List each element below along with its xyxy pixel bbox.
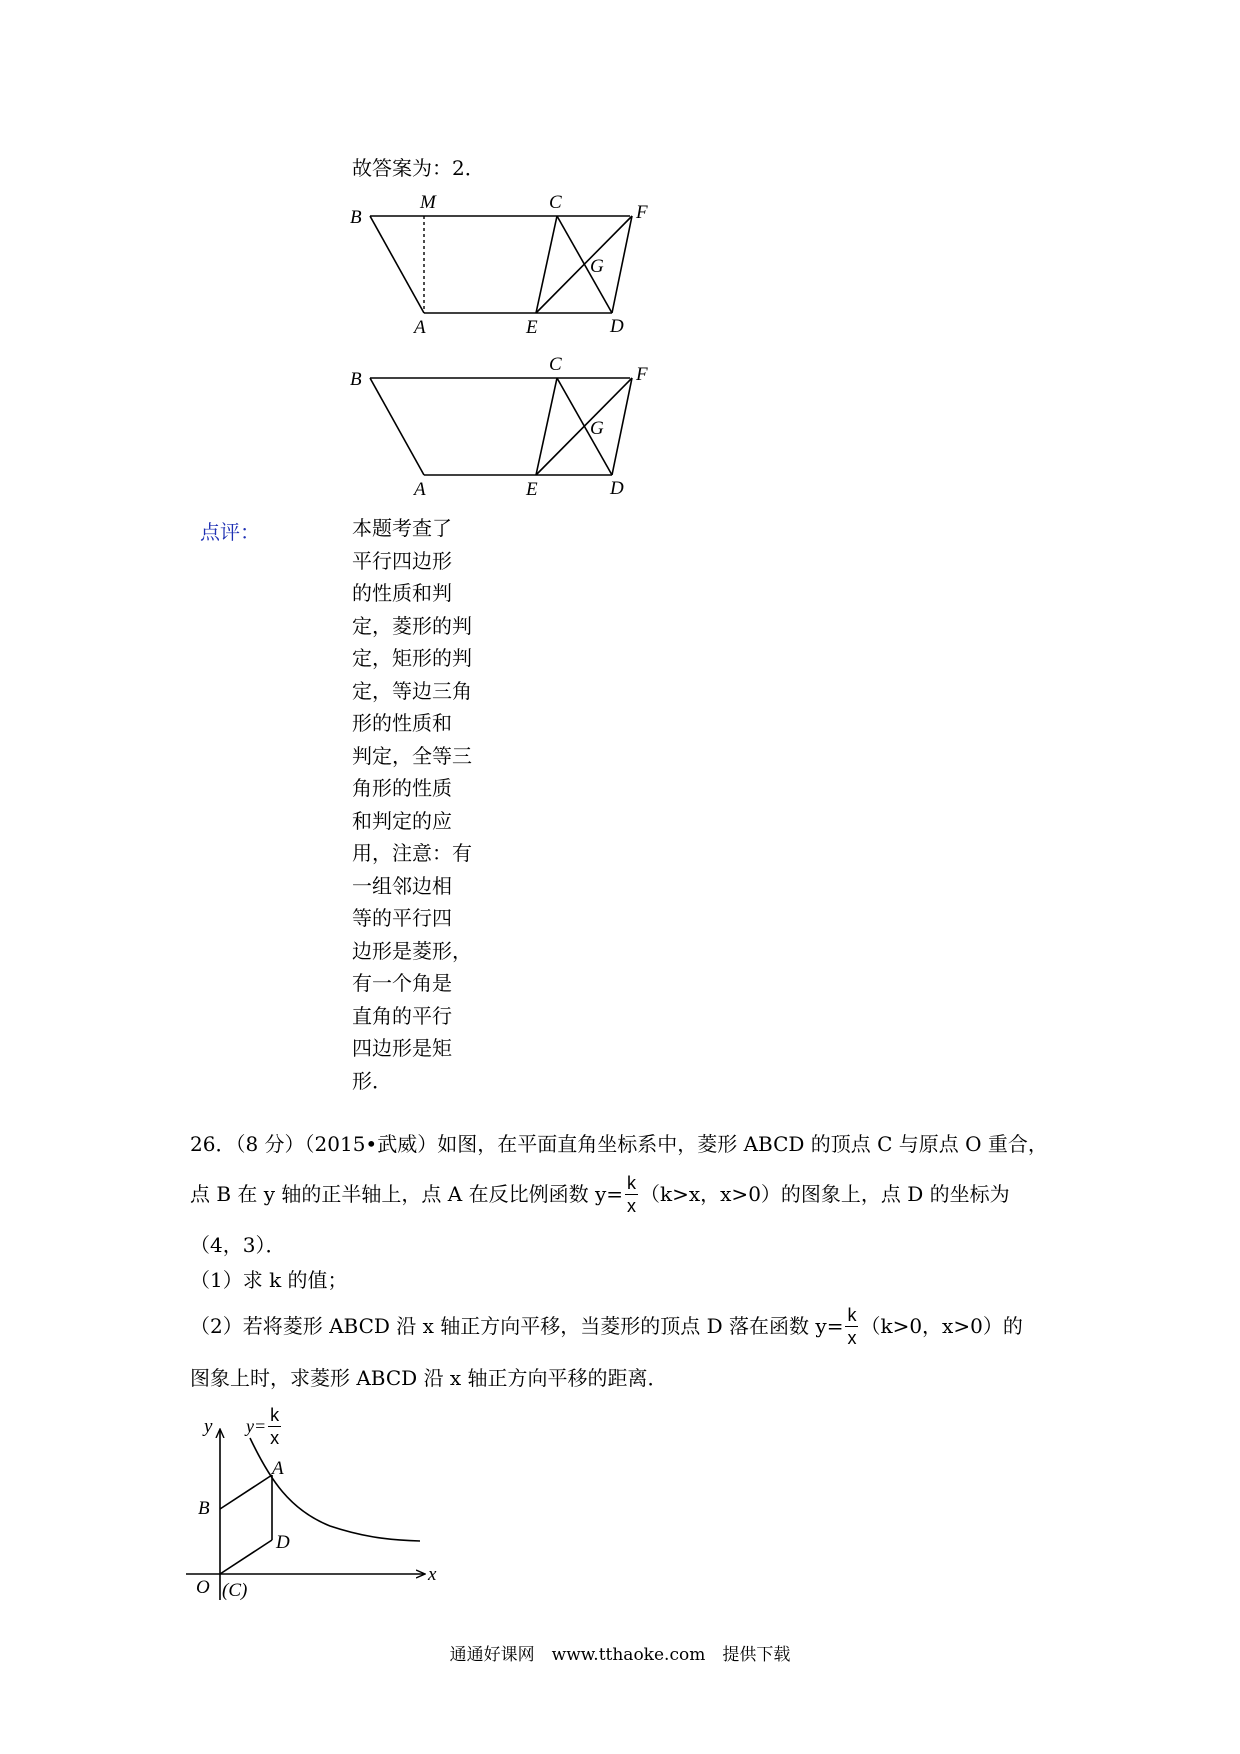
fig3-function-y: y= (246, 1415, 267, 1436)
comment-line: 一组邻边相 (352, 873, 452, 898)
fig1-label-M: M (420, 192, 436, 213)
problem-line-3: （4，3）． (190, 1233, 286, 1257)
problem-line-1: 26．（8 分）（2015•武威）如图，在平面直角坐标系中，菱形 ABCD 的顶点 C 与原点 O 重合， (190, 1132, 1048, 1156)
fig1-label-D: D (610, 316, 624, 337)
fig3-fraction-numerator: k (270, 1404, 280, 1425)
fig3-label-y: y (204, 1416, 213, 1437)
comment-line: 四边形是矩 (352, 1036, 452, 1060)
comment-label: 点评： (200, 520, 260, 544)
question-2-post: （k>0，x>0）的 (860, 1314, 1023, 1338)
fraction-k-over-x (845, 1306, 858, 1347)
fig1-label-F: F (636, 202, 648, 223)
comment-line: 用，注意：有 (352, 841, 472, 865)
fig2-label-F: F (636, 364, 648, 385)
comment-line: 和判定的应 (352, 808, 452, 833)
problem-line-2 (190, 1166, 1010, 1222)
fig2-label-E: E (526, 479, 538, 500)
comment-line: 的性质和判 (352, 581, 452, 605)
question-1: （1）求 k 的值； (190, 1268, 348, 1292)
fig3-label-x: x (428, 1564, 437, 1585)
fraction-denominator: x (627, 1195, 636, 1216)
comment-line: 定，菱形的判 (352, 613, 472, 638)
comment-body (352, 512, 472, 1097)
fig2-label-C: C (549, 354, 562, 375)
figure-3-diagram (180, 1400, 450, 1610)
answer-line: 故答案为：2． (352, 156, 485, 180)
fig2-label-B: B (350, 369, 362, 390)
fraction-k-over-x (625, 1174, 638, 1215)
fig3-fraction (268, 1406, 281, 1447)
fig1-label-G: G (590, 256, 604, 277)
figure-2-diagram (340, 352, 670, 502)
question-2-line-2: 图象上时，求菱形 ABCD 沿 x 轴正方向平移的距离． (190, 1366, 668, 1390)
comment-line: 有一个角是 (352, 971, 452, 995)
fig1-label-A: A (414, 317, 426, 338)
fig3-fraction-denominator: x (270, 1427, 280, 1448)
footer: 通通好课网 www.tthaoke.com 提供下载 (449, 1645, 791, 1665)
comment-line: 直角的平行 (352, 1003, 452, 1028)
comment-line: 本题考查了 (352, 516, 452, 540)
fig2-label-G: G (590, 418, 604, 439)
question-2-line-1 (190, 1298, 1023, 1354)
comment-line: 平行四边形 (352, 548, 452, 573)
fig1-label-C: C (549, 192, 562, 213)
fig3-label-D: D (276, 1532, 290, 1553)
comment-line: 形的性质和 (352, 711, 452, 735)
comment-line: 等的平行四 (352, 906, 452, 930)
fig3-label-C: (C) (222, 1580, 248, 1601)
figure-1-diagram (340, 190, 670, 340)
fig1-label-B: B (350, 207, 362, 228)
comment-line: 定，等边三角 (352, 678, 472, 703)
comment-line: 形． (352, 1068, 392, 1093)
fig1-label-E: E (526, 317, 538, 338)
question-2-pre: （2）若将菱形 ABCD 沿 x 轴正方向平移，当菱形的顶点 D 落在函数 y= (190, 1314, 844, 1338)
fig2-label-D: D (610, 478, 624, 499)
fig3-function-label (246, 1400, 283, 1452)
comment-line: 角形的性质 (352, 776, 452, 800)
comment-line: 判定，全等三 (352, 743, 472, 768)
fraction-numerator: k (847, 1304, 857, 1325)
fig3-label-A: A (272, 1458, 284, 1479)
fig2-label-A: A (414, 479, 426, 500)
problem-line-2-pre: 点 B 在 y 轴的正半轴上，点 A 在反比例函数 y= (190, 1182, 623, 1206)
comment-line: 边形是菱形， (352, 938, 472, 963)
fraction-denominator: x (847, 1327, 857, 1348)
fig3-label-B: B (198, 1498, 210, 1519)
problem-line-2-post: （k>x，x>0）的图象上，点 D 的坐标为 (640, 1182, 1010, 1206)
comment-line: 定，矩形的判 (352, 646, 472, 670)
fig3-label-O: O (196, 1577, 210, 1598)
fraction-numerator: k (627, 1172, 636, 1193)
